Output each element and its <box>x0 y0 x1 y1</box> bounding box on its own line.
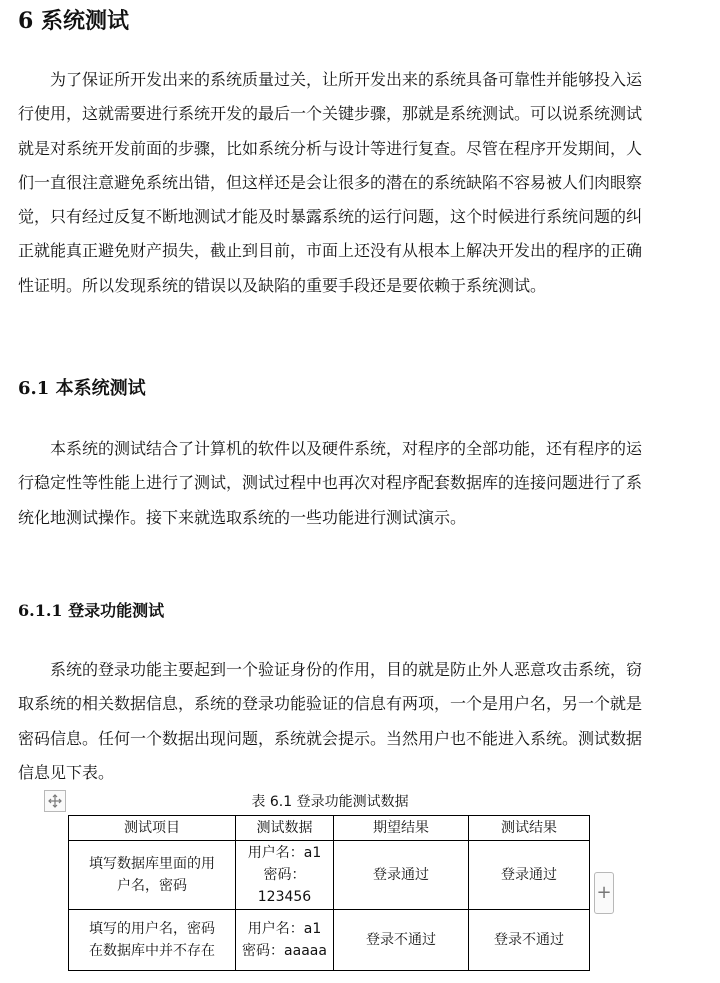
header-expected-result: 期望结果 <box>334 816 469 841</box>
table-row <box>69 910 590 971</box>
section-paragraph: 本系统的测试结合了计算机的软件以及硬件系统，对程序的全部功能，还有程序的运行稳定性等性能上进行了测试，测试过程中也再次对程序配套数据库的连接问题进行了系统化地测试操作。接下来就选取系统的一些功能进行测试演示。 <box>18 439 643 527</box>
header-test-result: 测试结果 <box>469 816 590 841</box>
table-row <box>69 841 590 910</box>
table-caption: 表 6.1 登录功能测试数据 <box>251 794 409 810</box>
cell-expected-result: 登录不通过 <box>334 910 469 971</box>
table-header-row <box>69 816 590 841</box>
cell-test-data: 用户名：a1 密码：aaaaa <box>236 910 334 971</box>
header-test-data: 测试数据 <box>236 816 334 841</box>
login-test-paragraph: 系统的登录功能主要起到一个验证身份的作用，目的就是防止外人恶意攻击系统，窃取系统的相关数据信息，系统的登录功能验证的信息有两项，一个是用户名，另一个就是密码信息。任何一个数据出现问题，系统就会提示。当然用户也不能进入系统。测试数据信息见下表。 <box>18 660 643 782</box>
header-test-item: 测试项目 <box>69 816 236 841</box>
cell-test-item: 填写的用户名，密码 在数据库中并不存在 <box>69 910 236 971</box>
intro-paragraph: 为了保证所开发出来的系统质量过关，让所开发出来的系统具备可靠性并能够投入运行使用，这就需要进行系统开发的最后一个关键步骤，那就是系统测试。可以说系统测试就是对系统开发前面的步骤，比如系统分析与设计等进行复查。尽管在程序开发期间，人们一直很注意避免系统出错，但这样还是会让很多的潜在的系统缺陷不容易被人们肉眼察觉，只有经过反复不断地测试才能及时暴露系统的运行问题，这个时候进行系统问题的纠正就能真正避免财产损失，截止到目前，市面上还没有从根本上解决开发出的程序的正确性证明。所以发现系统的错误以及缺陷的重要手段还是要依赖于系统测试。 <box>18 70 643 295</box>
add-row-button[interactable] <box>594 872 614 914</box>
cell-test-result: 登录不通过 <box>469 910 590 971</box>
subsection-heading: 6.1.1 登录功能测试 <box>18 601 165 620</box>
cell-test-item: 填写数据库里面的用 户名，密码 <box>69 841 236 910</box>
cell-test-result: 登录通过 <box>469 841 590 910</box>
table-move-handle[interactable] <box>44 790 66 812</box>
plus-icon: + <box>596 882 612 903</box>
section-heading: 6.1 本系统测试 <box>18 378 146 399</box>
cell-test-data: 用户名：a1 密码： 123456 <box>236 841 334 910</box>
move-arrows-icon <box>48 794 62 808</box>
chapter-heading: 6 系统测试 <box>18 8 129 34</box>
cell-expected-result: 登录通过 <box>334 841 469 910</box>
login-test-table <box>68 815 590 971</box>
